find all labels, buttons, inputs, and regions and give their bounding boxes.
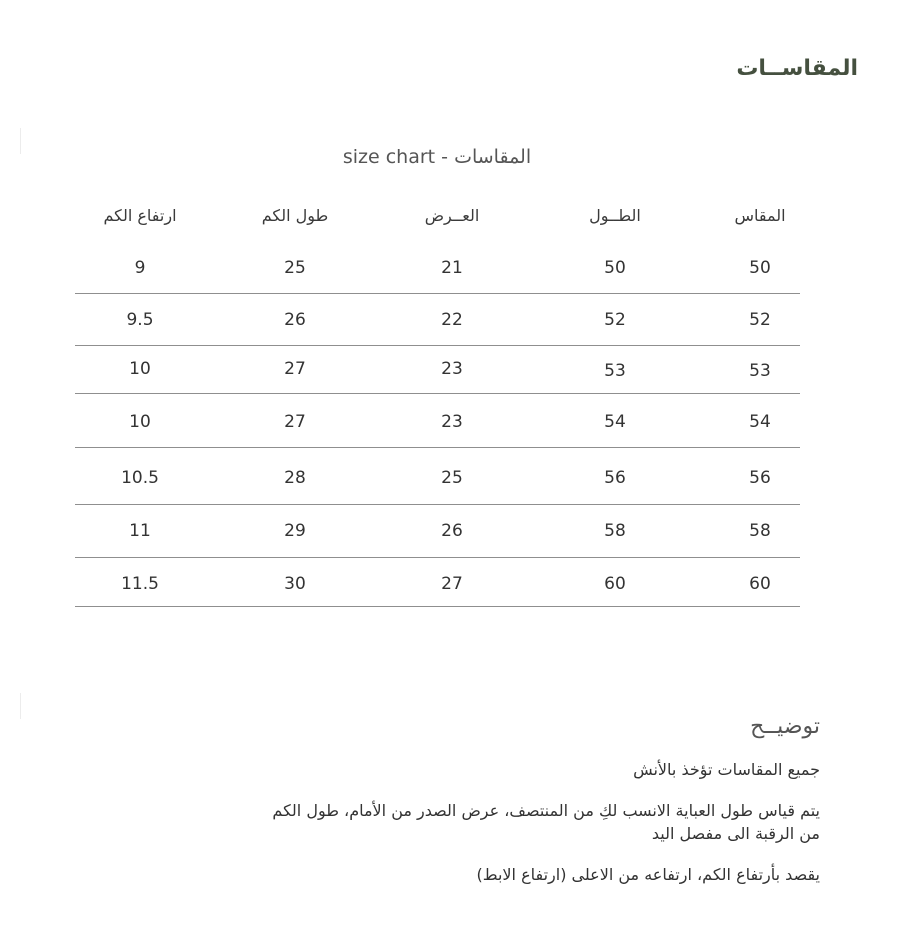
section-title: المقاســات (736, 56, 858, 81)
cell-length: 54 (604, 412, 626, 432)
cell-sleeve-length: 29 (284, 521, 306, 541)
cell-size: 58 (749, 521, 771, 541)
cell-sleeve-height: 10.5 (121, 468, 159, 488)
cell-sleeve-length: 28 (284, 468, 306, 488)
cell-sleeve-length: 25 (284, 258, 306, 278)
cell-sleeve-height: 9.5 (126, 310, 154, 330)
header-width: العــرض (424, 206, 480, 225)
table-header-row (75, 200, 800, 236)
cell-size: 53 (749, 361, 771, 381)
cell-sleeve-height: 10 (129, 412, 151, 432)
header-length: الطــول (589, 206, 641, 225)
cell-width: 26 (441, 521, 463, 541)
cell-sleeve-height: 11.5 (121, 574, 159, 594)
cell-width: 23 (441, 359, 463, 379)
table-row (75, 346, 800, 394)
header-sleeve-height: ارتفاع الكم (103, 206, 177, 225)
cell-sleeve-length: 27 (284, 359, 306, 379)
note-sleeve-height: يقصد بأرتفاع الكم، ارتفاعه من الاعلى (ارتفاع الابط) (476, 865, 820, 884)
table-row (75, 505, 800, 558)
table-row (75, 558, 800, 607)
cell-sleeve-length: 26 (284, 310, 306, 330)
cell-length: 58 (604, 521, 626, 541)
header-size: المقاس (734, 206, 786, 225)
table-row (75, 394, 800, 448)
size-chart-title: size chart - المقاسات (342, 146, 532, 168)
notes-section (260, 712, 820, 904)
note-measuring: يتم قياس طول العباية الانسب لكِ من المنتصف، عرض الصدر من الأمام، طول الكم من الرقبة الى مفصل اليد (272, 801, 820, 843)
cell-sleeve-height: 10 (129, 359, 151, 379)
cell-size: 50 (749, 258, 771, 278)
cell-sleeve-length: 27 (284, 412, 306, 432)
table-row (75, 448, 800, 505)
cell-width: 22 (441, 310, 463, 330)
notes-heading: توضيــح (750, 714, 820, 739)
cell-size: 54 (749, 412, 771, 432)
cell-sleeve-height: 11 (129, 521, 151, 541)
left-edge-mark (20, 693, 21, 719)
cell-sleeve-length: 30 (284, 574, 306, 594)
header-sleeve-length: طول الكم (261, 206, 329, 225)
cell-size: 52 (749, 310, 771, 330)
cell-length: 56 (604, 468, 626, 488)
cell-length: 52 (604, 310, 626, 330)
cell-width: 25 (441, 468, 463, 488)
cell-size: 60 (749, 574, 771, 594)
note-units: جميع المقاسات تؤخذ بالأنش (633, 760, 820, 779)
cell-length: 53 (604, 361, 626, 381)
cell-size: 56 (749, 468, 771, 488)
table-row (75, 294, 800, 346)
cell-sleeve-height: 9 (134, 258, 146, 278)
cell-width: 21 (441, 258, 463, 278)
cell-length: 60 (604, 574, 626, 594)
cell-width: 27 (441, 574, 463, 594)
cell-length: 50 (604, 258, 626, 278)
table-row (75, 236, 800, 294)
cell-width: 23 (441, 412, 463, 432)
